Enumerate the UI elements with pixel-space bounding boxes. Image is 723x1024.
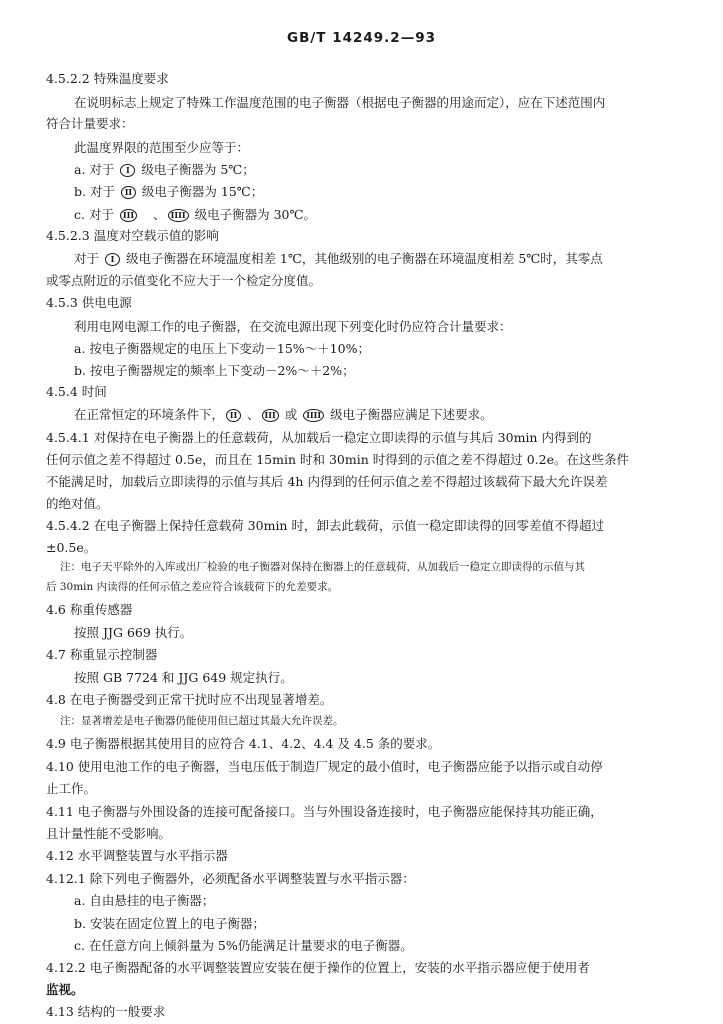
text-run: 按照 GB 7724 和 JJG 649 规定执行。: [74, 670, 293, 685]
text-run: 级电子衡器为 30℃。: [190, 207, 316, 222]
text-run: 级电子衡器为 5℃；: [137, 162, 255, 177]
text-run: b. 安装在固定位置上的电子衡器；: [74, 916, 265, 931]
text-run: 4.8 在电子衡器受到正常干扰时应不出现显著增差。: [46, 692, 333, 707]
text-run: 4.13 结构的一般要求: [46, 1004, 166, 1019]
text-run: 后 30min 内读得的任何示值之差应符合该载荷下的允差要求。: [46, 581, 339, 593]
accuracy-class-mark: IIII: [303, 409, 324, 422]
text-line: [46, 780, 96, 798]
text-line: [74, 139, 249, 157]
text-run: 4.5.4.2 在电子衡器上保持任意载荷 30min 时，卸去此载荷，示值一稳定即读得的回零差值不得超过: [46, 518, 604, 533]
note-line: [60, 558, 585, 576]
text-run: 4.12 水平调整装置与水平指示器: [46, 848, 228, 863]
note-line: [46, 578, 338, 596]
text-run: 的绝对值。: [46, 496, 109, 511]
text-line: [46, 272, 321, 290]
text-run: 且计量性能不受影响。: [46, 826, 172, 841]
text-line: [46, 294, 132, 312]
text-line: [74, 250, 603, 268]
text-run: a. 按电子衡器规定的电压上下变动－15%～＋10%；: [74, 341, 370, 356]
accuracy-class-mark: II: [121, 186, 136, 199]
text-line: [46, 847, 228, 865]
text-run: 任何示值之差不得超过 0.5e，而且在 15min 时和 30min 时得到的示值之差不得超过 0.2e。在这些条件: [46, 452, 630, 467]
text-line: [46, 70, 169, 88]
text-run: 、: [243, 407, 260, 422]
text-run: 此温度界限的范围至少应等于：: [74, 140, 250, 155]
text-run: 监视。: [46, 982, 84, 997]
text-line: [46, 473, 607, 491]
text-line: [46, 959, 590, 977]
text-run: 符合计量要求：: [46, 116, 134, 131]
text-run: 按照 JJG 669 执行。: [74, 625, 193, 640]
text-line: [74, 183, 263, 201]
text-run: 注：显著增差是电子衡器仍能使用但已超过其最大允许误差。: [60, 715, 344, 727]
text-line: [74, 206, 316, 224]
text-line: [74, 892, 214, 910]
text-run: 4.11 电子衡器与外围设备的连接可配备接口。当与外围设备连接时，电子衡器应能保持其功能正确，: [46, 804, 603, 819]
text-line: [46, 803, 603, 821]
text-line: [46, 383, 107, 401]
text-line: [74, 94, 605, 112]
standard-number-header: GB/T 14249.2—93: [287, 30, 436, 46]
text-run: a. 自由悬挂的电子衡器；: [74, 893, 215, 908]
text-line: [74, 161, 255, 179]
text-run: 或: [280, 407, 302, 422]
text-run: 级电子衡器为 15℃；: [137, 184, 264, 199]
text-run: 止工作。: [46, 781, 97, 796]
text-line: [46, 735, 440, 753]
text-run: 在说明标志上规定了特殊工作温度范围的电子衡器（根据电子衡器的用途而定），应在下述范围内: [74, 95, 606, 110]
text-run: 在正常恒定的环境条件下，: [74, 407, 225, 422]
accuracy-class-mark: III: [120, 209, 137, 222]
text-run: 级电子衡器应满足下述要求。: [326, 407, 493, 422]
text-line: [46, 429, 591, 447]
text-run: 4.5.3 供电电源: [46, 295, 132, 310]
text-run: a. 对于: [74, 162, 119, 177]
text-line: [74, 318, 512, 336]
text-run: b. 按电子衡器规定的频率上下变动－2%～＋2%；: [74, 363, 355, 378]
text-line: [74, 915, 265, 933]
text-line: [46, 115, 134, 133]
text-line: [46, 825, 171, 843]
text-run: 4.7 称重显示控制器: [46, 647, 158, 662]
text-run: b. 对于: [74, 184, 119, 199]
text-line: [46, 601, 132, 619]
text-run: 不能满足时，加载后立即读得的示值与其后 4h 内得到的任何示值之差不得超过该载荷下最大允许误差: [46, 474, 608, 489]
text-run: 4.9 电子衡器根据其使用目的应符合 4.1、4.2、4.4 及 4.5 条的要求。: [46, 736, 441, 751]
accuracy-class-mark: II: [226, 409, 241, 422]
text-line: [46, 758, 603, 776]
text-line: [46, 451, 629, 469]
text-line: [74, 669, 293, 687]
text-run: ±0.5e。: [46, 540, 97, 555]
accuracy-class-mark: I: [105, 253, 120, 266]
text-run: 4.12.2 电子衡器配备的水平调整装置应安装在便于操作的位置上，安装的水平指示器应便于使用者: [46, 960, 590, 975]
text-line: [74, 406, 493, 424]
text-run: c. 对于: [74, 207, 118, 222]
text-run: 或零点附近的示值变化不应大于一个检定分度值。: [46, 273, 322, 288]
text-line: [46, 539, 96, 557]
text-run: 、: [153, 207, 166, 222]
text-line: [74, 340, 370, 358]
text-run: c. 在任意方向上倾斜量为 5%仍能满足计量要求的电子衡器。: [74, 938, 413, 953]
text-run: 4.5.2.3 温度对空载示值的影响: [46, 228, 219, 243]
text-line: [46, 227, 219, 245]
text-line: [46, 517, 604, 535]
text-run: 级电子衡器在环境温度相差 1℃，其他级别的电子衡器在环境温度相差 5℃时，其零点: [121, 251, 603, 266]
text-line: [46, 495, 109, 513]
text-run: 4.12.1 除下列电子衡器外，必须配备水平调整装置与水平指示器：: [46, 871, 415, 886]
text-line: [46, 646, 157, 664]
text-line: [46, 1003, 165, 1021]
text-line: [74, 362, 355, 380]
accuracy-class-mark: III: [262, 409, 279, 422]
text-line: [74, 937, 413, 955]
text-line: [74, 624, 192, 642]
text-line: [46, 981, 84, 999]
text-line: [46, 870, 415, 888]
text-run: 4.5.2.2 特殊温度要求: [46, 71, 169, 86]
text-run: 对于: [74, 251, 103, 266]
text-run: 4.6 称重传感器: [46, 602, 133, 617]
text-run: 注：电子天平除外的入库或出厂检验的电子衡器对保持在衡器上的任意载荷，从加载后一稳定立即读得的示值与其: [60, 561, 585, 573]
accuracy-class-mark: IIII: [168, 209, 189, 222]
text-run: 利用电网电源工作的电子衡器，在交流电源出现下列变化时仍应符合计量要求：: [74, 319, 512, 334]
text-run: 4.5.4.1 对保持在电子衡器上的任意载荷，从加载后一稳定立即读得的示值与其后 30min 内得到的: [46, 430, 592, 445]
text-line: [46, 691, 332, 709]
accuracy-class-mark: I: [120, 164, 135, 177]
note-line: [60, 712, 344, 730]
text-run: 4.10 使用电池工作的电子衡器，当电压低于制造厂规定的最小值时，电子衡器应能予以指示或自动停: [46, 759, 603, 774]
text-run: 4.5.4 时间: [46, 384, 107, 399]
